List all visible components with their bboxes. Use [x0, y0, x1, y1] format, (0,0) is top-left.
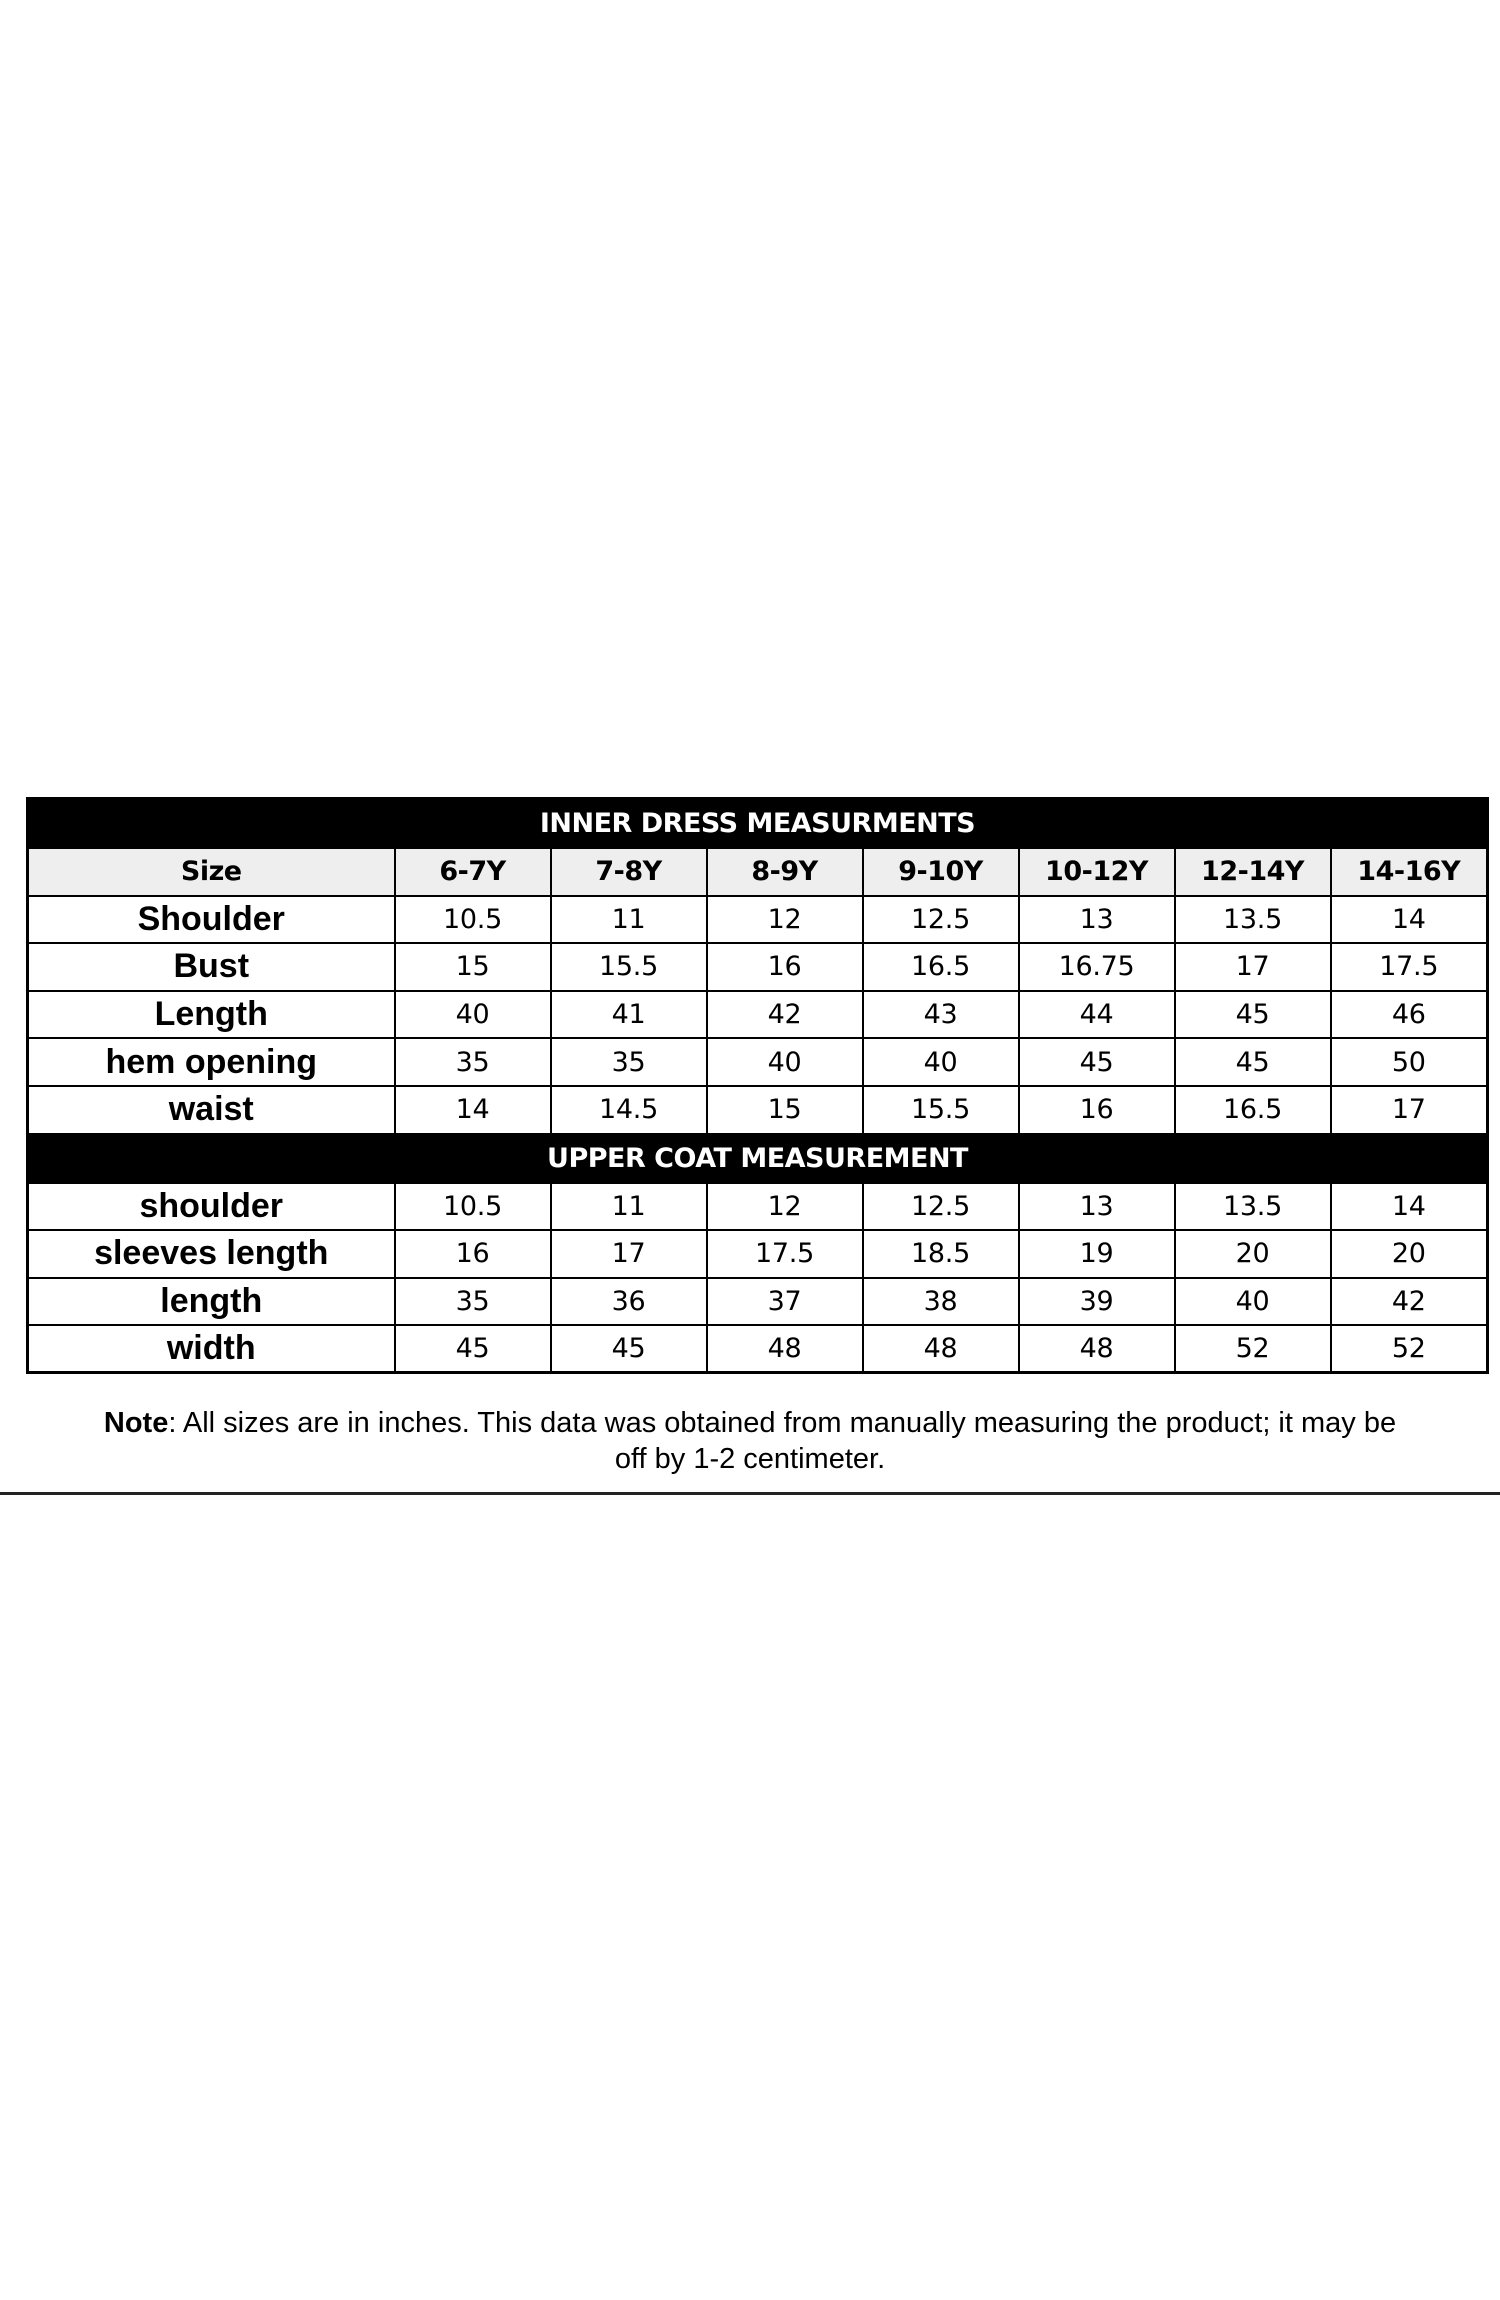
measurement-cell: 17.5 [1331, 943, 1488, 991]
measurement-cell: 48 [863, 1325, 1019, 1373]
measurement-cell: 45 [1019, 1038, 1175, 1086]
measurement-cell: 20 [1175, 1230, 1331, 1278]
size-header-row [28, 848, 1488, 896]
measurement-cell: 52 [1331, 1325, 1488, 1373]
inner-dress-header-row [28, 799, 1488, 849]
measurement-cell: 50 [1331, 1038, 1488, 1086]
upper-coat-header-row [28, 1134, 1488, 1183]
table-row [28, 1086, 1488, 1134]
size-column-header: 7-8Y [551, 848, 707, 896]
table-row [28, 943, 1488, 991]
upper-coat-row-label: sleeves length [28, 1230, 395, 1278]
measurement-cell: 36 [551, 1278, 707, 1326]
divider-line [0, 1492, 1500, 1495]
upper-coat-row-label: width [28, 1325, 395, 1373]
size-column-header: 10-12Y [1019, 848, 1175, 896]
measurement-cell: 12.5 [863, 896, 1019, 944]
inner-dress-row-label: hem opening [28, 1038, 395, 1086]
measurement-cell: 17 [1175, 943, 1331, 991]
measurement-cell: 46 [1331, 991, 1488, 1039]
measurement-cell: 12.5 [863, 1183, 1019, 1231]
measurement-cell: 43 [863, 991, 1019, 1039]
measurement-cell: 45 [395, 1325, 551, 1373]
table-row [28, 1183, 1488, 1231]
upper-coat-header-title: UPPER COAT MEASUREMENT [28, 1134, 1488, 1183]
inner-dress-row-label: waist [28, 1086, 395, 1134]
measurement-cell: 13.5 [1175, 1183, 1331, 1231]
measurement-cell: 40 [1175, 1278, 1331, 1326]
measurement-cell: 35 [395, 1038, 551, 1086]
measurement-cell: 35 [395, 1278, 551, 1326]
inner-dress-row-label: Shoulder [28, 896, 395, 944]
measurement-cell: 15 [395, 943, 551, 991]
measurement-cell: 52 [1175, 1325, 1331, 1373]
upper-coat-row-label: shoulder [28, 1183, 395, 1231]
measurement-cell: 15.5 [551, 943, 707, 991]
measurement-cell: 44 [1019, 991, 1175, 1039]
size-column-header: 8-9Y [707, 848, 863, 896]
measurement-cell: 11 [551, 1183, 707, 1231]
inner-dress-header-title: INNER DRESS MEASURMENTS [28, 799, 1488, 849]
size-column-header: 6-7Y [395, 848, 551, 896]
measurement-cell: 17 [551, 1230, 707, 1278]
measurement-cell: 15.5 [863, 1086, 1019, 1134]
size-column-label: Size [28, 848, 395, 896]
measurement-cell: 45 [551, 1325, 707, 1373]
measurement-cell: 11 [551, 896, 707, 944]
table-row [28, 1278, 1488, 1326]
measurement-cell: 39 [1019, 1278, 1175, 1326]
note-text: : All sizes are in inches. This data was obtained from manually measuring the product; it may be off by 1-2 centimeter. [168, 1407, 1397, 1475]
measurement-cell: 40 [395, 991, 551, 1039]
measurement-cell: 16.5 [863, 943, 1019, 991]
table-row [28, 1038, 1488, 1086]
measurement-cell: 18.5 [863, 1230, 1019, 1278]
measurement-cell: 45 [1175, 991, 1331, 1039]
measurement-cell: 13 [1019, 1183, 1175, 1231]
measurement-cell: 42 [1331, 1278, 1488, 1326]
size-column-header: 14-16Y [1331, 848, 1488, 896]
measurement-cell: 12 [707, 1183, 863, 1231]
inner-dress-row-label: Length [28, 991, 395, 1039]
measurement-cell: 14 [395, 1086, 551, 1134]
upper-coat-row-label: length [28, 1278, 395, 1326]
measurement-cell: 40 [863, 1038, 1019, 1086]
measurement-cell: 14.5 [551, 1086, 707, 1134]
measurement-cell: 16.75 [1019, 943, 1175, 991]
measurement-cell: 13.5 [1175, 896, 1331, 944]
measurement-cell: 10.5 [395, 1183, 551, 1231]
measurement-cell: 16 [707, 943, 863, 991]
measurement-cell: 41 [551, 991, 707, 1039]
measurement-cell: 10.5 [395, 896, 551, 944]
measurement-cell: 12 [707, 896, 863, 944]
measurement-cell: 14 [1331, 1183, 1488, 1231]
measurement-cell: 35 [551, 1038, 707, 1086]
table-row [28, 1325, 1488, 1373]
measurement-cell: 16.5 [1175, 1086, 1331, 1134]
size-column-header: 12-14Y [1175, 848, 1331, 896]
table-row [28, 1230, 1488, 1278]
table-row [28, 991, 1488, 1039]
table-row [28, 896, 1488, 944]
size-column-header: 9-10Y [863, 848, 1019, 896]
measurement-cell: 40 [707, 1038, 863, 1086]
measurement-cell: 19 [1019, 1230, 1175, 1278]
measurement-cell: 16 [395, 1230, 551, 1278]
measurement-cell: 14 [1331, 896, 1488, 944]
measurement-cell: 17 [1331, 1086, 1488, 1134]
size-chart-body [28, 799, 1488, 1373]
measurement-cell: 13 [1019, 896, 1175, 944]
inner-dress-row-label: Bust [28, 943, 395, 991]
note-label: Note [103, 1407, 169, 1439]
measurement-cell: 37 [707, 1278, 863, 1326]
measurement-note [100, 1405, 1400, 1477]
measurement-cell: 38 [863, 1278, 1019, 1326]
measurement-cell: 48 [1019, 1325, 1175, 1373]
measurement-cell: 45 [1175, 1038, 1331, 1086]
measurement-cell: 42 [707, 991, 863, 1039]
measurement-cell: 48 [707, 1325, 863, 1373]
measurement-cell: 20 [1331, 1230, 1488, 1278]
measurement-cell: 15 [707, 1086, 863, 1134]
measurement-cell: 16 [1019, 1086, 1175, 1134]
measurement-cell: 17.5 [707, 1230, 863, 1278]
size-chart-table [26, 797, 1489, 1374]
